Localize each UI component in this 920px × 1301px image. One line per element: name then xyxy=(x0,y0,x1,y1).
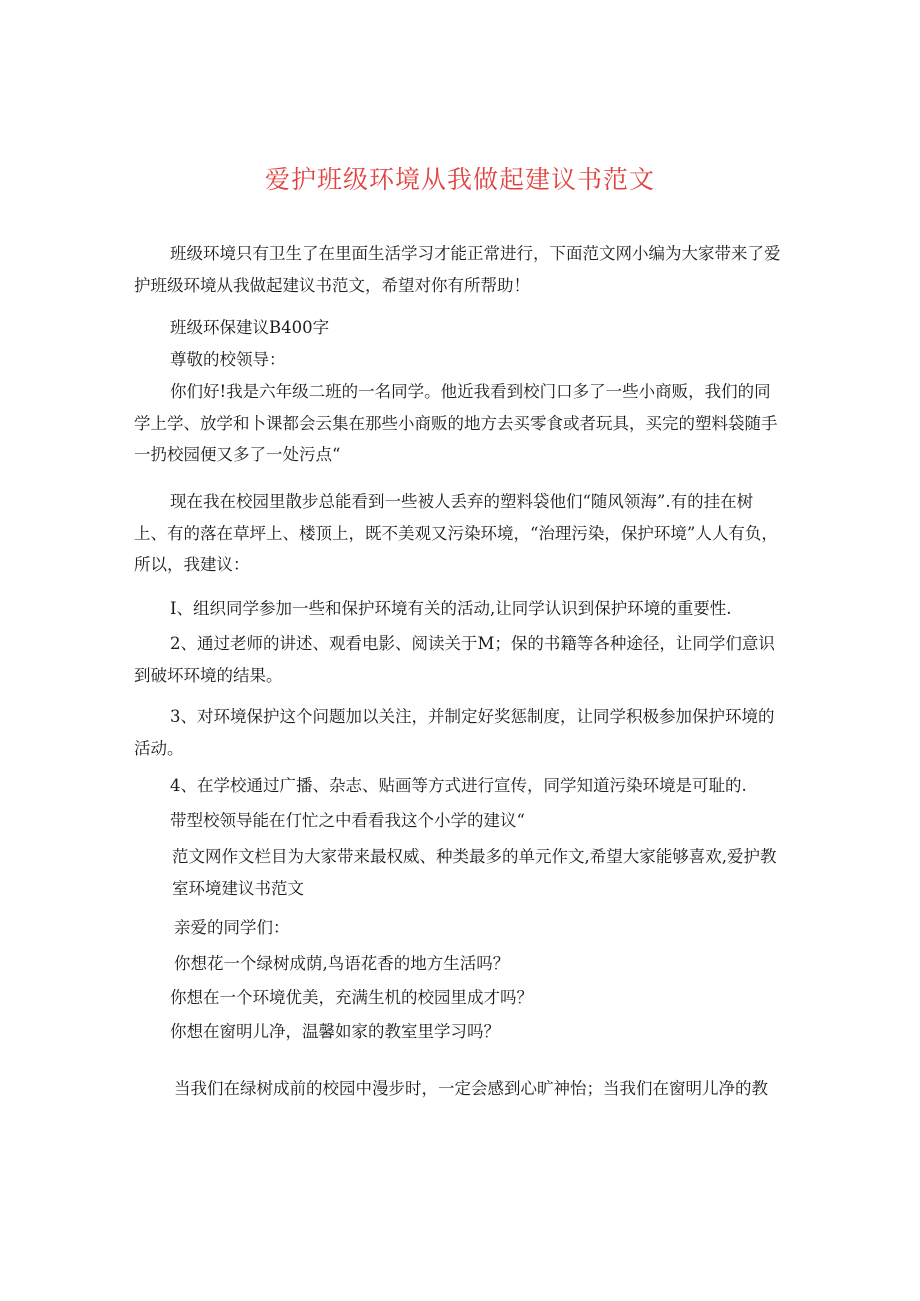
question-1: 你想花一个绿树成荫,鸟语花香的地方生活吗？ xyxy=(174,954,510,973)
document-title: 爱护班级环境从我做起建议书范文 xyxy=(264,165,655,194)
suggestion-item-3: 3、对环境保护这个问题加以关注，并制定好奖惩制度，让同学积极参加保护环境的活动。 xyxy=(134,707,775,758)
question-3: 你想在窗明儿净，温馨如家的教室里学习吗？ xyxy=(170,1022,500,1041)
paragraph-2: 现在我在校园里散步总能看到一些被人丢弃的塑料袋他们“随风领海”.有的挂在树上、有的落在草坪上、楼顶上，既不美观又污染环境，“治理污染，保护环境”人人有负，所以，我建议： xyxy=(134,492,778,574)
suggestion-item-2: 2、通过老师的讲述、观看电影、阅读关于M；保的书籍等各种途径，让同学们意识到破坏环境的结果。 xyxy=(134,634,775,685)
subheading: 班级环保建议B400字 xyxy=(170,318,330,337)
salutation: 尊敬的校领导： xyxy=(170,350,286,369)
salutation-2: 亲爱的同学们： xyxy=(174,918,290,937)
promo-paragraph: 范文网作文栏目为大家带来最权威、种类最多的单元作文,希望大家能够喜欢,爱护教室环境建议书范文 xyxy=(172,847,777,898)
final-paragraph: 当我们在绿树成前的校园中漫步时，一定会感到心旷神怡；当我们在窗明儿净的教 xyxy=(174,1079,768,1098)
closing-line: 带型校领导能在仃忙之中看看我这个小学的建议“ xyxy=(170,811,525,830)
question-2: 你想在一个环境优美，充满生机的校园里成才吗？ xyxy=(170,988,533,1007)
suggestion-item-4: 4、在学校通过广播、杂志、贴画等方式进行宣传，同学知道污染环境是可耻的. xyxy=(170,776,747,795)
paragraph-1: 你们好!我是六年级二班的一名同学。他近我看到校门口多了一些小商贩，我们的同学上学、放学和卜课都会云集在那些小商贩的地方去买零食或者玩具，买完的塑料袋随手一扔校园便又多了一处污点“ xyxy=(134,382,778,464)
intro-paragraph: 班级环境只有卫生了在里面生活学习才能正常进行，下面范文网小编为大家带来了爱护班级环境从我做起建议书范文，希望对你有所帮助！ xyxy=(134,244,781,295)
suggestion-item-1: I、组织同学参加一些和保护环境有关的活动,让同学认识到保护环境的重要性. xyxy=(170,599,732,618)
